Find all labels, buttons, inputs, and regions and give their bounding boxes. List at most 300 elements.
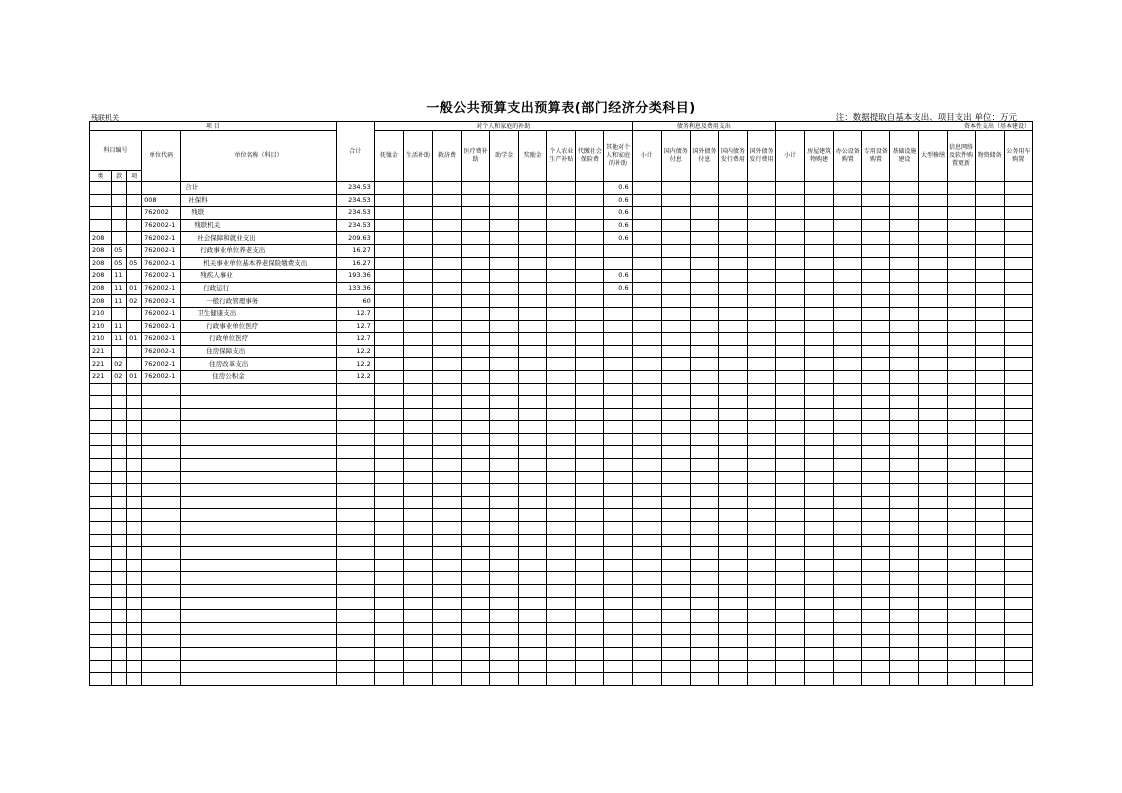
cell-empty [462, 383, 490, 396]
cell-empty [805, 282, 834, 295]
cell-empty [661, 534, 690, 547]
cell-other-subsidy [604, 421, 632, 434]
cell-lei [90, 446, 112, 459]
cell-empty [834, 194, 862, 207]
cell-empty [919, 610, 947, 623]
header-col: 国外债务付息 [690, 131, 718, 182]
cell-empty [919, 635, 947, 648]
cell-empty [919, 396, 947, 409]
cell-empty [975, 421, 1004, 434]
cell-empty [576, 585, 604, 598]
cell-empty [632, 307, 661, 320]
cell-empty [490, 345, 519, 358]
cell-empty [890, 194, 919, 207]
header-col: 抚恤金 [374, 131, 403, 182]
cell-empty [718, 522, 747, 535]
cell-empty [1004, 597, 1032, 610]
cell-empty [690, 333, 718, 346]
cell-empty [947, 244, 975, 257]
cell-xiang [127, 270, 142, 283]
cell-empty [374, 572, 403, 585]
header-subject-code: 科目编号 [90, 131, 142, 171]
cell-xiang [127, 597, 142, 610]
cell-empty [862, 257, 890, 270]
cell-empty [1004, 207, 1032, 220]
cell-empty [919, 496, 947, 509]
cell-empty [403, 408, 432, 421]
cell-empty [975, 496, 1004, 509]
cell-empty [834, 421, 862, 434]
cell-other-subsidy: 0.6 [604, 232, 632, 245]
cell-unit-name [181, 471, 336, 484]
cell-empty [776, 194, 805, 207]
cell-empty [747, 182, 775, 195]
cell-empty [403, 622, 432, 635]
cell-empty [490, 383, 519, 396]
cell-empty [374, 610, 403, 623]
cell-empty [975, 307, 1004, 320]
cell-empty [890, 522, 919, 535]
cell-kuan [112, 421, 127, 434]
cell-lei [90, 207, 112, 220]
cell-empty [718, 484, 747, 497]
header-col: 国内债务付息 [661, 131, 690, 182]
cell-empty [519, 383, 547, 396]
cell-empty [490, 471, 519, 484]
cell-kuan [112, 597, 127, 610]
cell-empty [632, 421, 661, 434]
cell-empty [862, 534, 890, 547]
cell-empty [890, 207, 919, 220]
cell-empty [718, 585, 747, 598]
cell-xiang [127, 383, 142, 396]
cell-empty [747, 320, 775, 333]
cell-total: 234.53 [336, 207, 374, 220]
cell-total: 12.7 [336, 333, 374, 346]
cell-empty [490, 433, 519, 446]
cell-xiang [127, 219, 142, 232]
cell-unit-code [142, 182, 181, 195]
cell-kuan: 11 [112, 282, 127, 295]
cell-empty [403, 282, 432, 295]
cell-empty [547, 496, 576, 509]
cell-empty [862, 484, 890, 497]
cell-empty [403, 522, 432, 535]
cell-empty [1004, 673, 1032, 686]
cell-empty [432, 295, 461, 308]
cell-empty [834, 345, 862, 358]
cell-other-subsidy [604, 572, 632, 585]
cell-empty [776, 597, 805, 610]
cell-empty [403, 597, 432, 610]
cell-empty [718, 320, 747, 333]
cell-empty [776, 496, 805, 509]
cell-empty [776, 370, 805, 383]
cell-empty [403, 295, 432, 308]
cell-empty [490, 534, 519, 547]
cell-lei [90, 219, 112, 232]
cell-empty [805, 673, 834, 686]
cell-empty [1004, 232, 1032, 245]
cell-empty [805, 471, 834, 484]
cell-other-subsidy [604, 408, 632, 421]
cell-empty [718, 635, 747, 648]
cell-lei: 208 [90, 282, 112, 295]
cell-empty [547, 547, 576, 560]
cell-empty [519, 270, 547, 283]
cell-empty [862, 370, 890, 383]
cell-empty [862, 597, 890, 610]
cell-empty [919, 219, 947, 232]
cell-empty [432, 408, 461, 421]
cell-empty [432, 333, 461, 346]
cell-empty [690, 282, 718, 295]
cell-empty [975, 383, 1004, 396]
cell-empty [661, 219, 690, 232]
cell-xiang [127, 585, 142, 598]
cell-lei [90, 396, 112, 409]
cell-empty [776, 421, 805, 434]
cell-total [336, 484, 374, 497]
cell-empty [718, 295, 747, 308]
cell-xiang [127, 673, 142, 686]
cell-empty [834, 484, 862, 497]
cell-xiang [127, 484, 142, 497]
cell-unit-name [181, 459, 336, 472]
cell-xiang [127, 182, 142, 195]
cell-empty [1004, 396, 1032, 409]
cell-empty [1004, 547, 1032, 560]
cell-xiang: 05 [127, 257, 142, 270]
cell-empty [975, 635, 1004, 648]
cell-empty [661, 333, 690, 346]
header-col: 国内债务发行费用 [718, 131, 747, 182]
cell-empty [462, 635, 490, 648]
cell-empty [547, 647, 576, 660]
cell-empty [862, 660, 890, 673]
cell-empty [374, 622, 403, 635]
cell-empty [890, 635, 919, 648]
cell-empty [462, 509, 490, 522]
cell-empty [718, 673, 747, 686]
cell-empty [374, 207, 403, 220]
cell-empty [947, 307, 975, 320]
cell-kuan [112, 509, 127, 522]
cell-empty [632, 597, 661, 610]
cell-empty [919, 244, 947, 257]
cell-empty [975, 182, 1004, 195]
cell-empty [890, 219, 919, 232]
cell-empty [462, 244, 490, 257]
cell-total [336, 396, 374, 409]
cell-empty [519, 244, 547, 257]
cell-empty [947, 522, 975, 535]
table-row [90, 484, 1033, 497]
cell-xiang [127, 496, 142, 509]
cell-empty [1004, 320, 1032, 333]
cell-unit-code [142, 496, 181, 509]
cell-empty [690, 320, 718, 333]
cell-total: 16.27 [336, 257, 374, 270]
group-debt: 债务利息及费用支出 [632, 122, 775, 131]
cell-empty [547, 446, 576, 459]
cell-empty [805, 408, 834, 421]
cell-empty [1004, 219, 1032, 232]
cell-total [336, 433, 374, 446]
cell-empty [919, 257, 947, 270]
cell-empty [374, 433, 403, 446]
cell-empty [747, 307, 775, 320]
cell-empty [890, 597, 919, 610]
cell-empty [890, 572, 919, 585]
cell-empty [1004, 383, 1032, 396]
cell-empty [718, 547, 747, 560]
cell-other-subsidy [604, 647, 632, 660]
cell-empty [862, 219, 890, 232]
cell-empty [576, 270, 604, 283]
cell-empty [519, 673, 547, 686]
cell-empty [975, 547, 1004, 560]
cell-empty [432, 244, 461, 257]
cell-lei [90, 194, 112, 207]
cell-xiang [127, 622, 142, 635]
cell-kuan [112, 547, 127, 560]
cell-unit-code [142, 547, 181, 560]
cell-empty [975, 345, 1004, 358]
cell-empty [403, 270, 432, 283]
cell-empty [432, 320, 461, 333]
cell-empty [432, 647, 461, 660]
cell-empty [547, 610, 576, 623]
cell-empty [947, 559, 975, 572]
cell-total [336, 597, 374, 610]
cell-other-subsidy: 0.6 [604, 194, 632, 207]
header-col: 小计 [776, 131, 805, 182]
cell-empty [890, 622, 919, 635]
cell-unit-code [142, 635, 181, 648]
cell-empty [805, 307, 834, 320]
cell-empty [718, 446, 747, 459]
cell-empty [519, 182, 547, 195]
cell-empty [374, 270, 403, 283]
cell-empty [462, 182, 490, 195]
cell-empty [718, 207, 747, 220]
cell-empty [661, 345, 690, 358]
cell-unit-name: 社会保障和就业支出 [181, 232, 336, 245]
cell-empty [490, 396, 519, 409]
cell-empty [661, 244, 690, 257]
cell-empty [834, 358, 862, 371]
cell-empty [547, 219, 576, 232]
cell-empty [403, 257, 432, 270]
cell-empty [834, 471, 862, 484]
cell-empty [576, 496, 604, 509]
cell-empty [975, 647, 1004, 660]
cell-kuan [112, 496, 127, 509]
cell-unit-code [142, 673, 181, 686]
cell-empty [661, 194, 690, 207]
cell-empty [632, 585, 661, 598]
cell-kuan [112, 396, 127, 409]
cell-total: 234.53 [336, 194, 374, 207]
cell-empty [747, 547, 775, 560]
cell-empty [805, 522, 834, 535]
cell-empty [576, 333, 604, 346]
cell-empty [432, 585, 461, 598]
cell-empty [632, 207, 661, 220]
cell-empty [462, 585, 490, 598]
cell-empty [947, 182, 975, 195]
cell-empty [834, 534, 862, 547]
cell-empty [690, 383, 718, 396]
cell-empty [834, 660, 862, 673]
cell-empty [776, 471, 805, 484]
cell-empty [690, 307, 718, 320]
cell-kuan [112, 471, 127, 484]
cell-unit-code [142, 459, 181, 472]
cell-empty [947, 207, 975, 220]
cell-empty [834, 585, 862, 598]
cell-empty [776, 433, 805, 446]
cell-empty [547, 559, 576, 572]
cell-empty [890, 585, 919, 598]
cell-empty [975, 244, 1004, 257]
table-row [90, 572, 1033, 585]
cell-other-subsidy [604, 585, 632, 598]
cell-empty [975, 333, 1004, 346]
cell-empty [947, 408, 975, 421]
cell-empty [490, 270, 519, 283]
cell-empty [805, 358, 834, 371]
cell-lei: 221 [90, 358, 112, 371]
cell-empty [632, 622, 661, 635]
cell-empty [547, 622, 576, 635]
cell-empty [519, 509, 547, 522]
cell-empty [862, 244, 890, 257]
cell-empty [576, 572, 604, 585]
cell-empty [890, 345, 919, 358]
cell-empty [690, 232, 718, 245]
cell-empty [519, 219, 547, 232]
cell-empty [975, 471, 1004, 484]
cell-unit-code: 762002-1 [142, 282, 181, 295]
table-row [90, 207, 1033, 220]
cell-empty [718, 182, 747, 195]
cell-empty [690, 509, 718, 522]
cell-empty [805, 660, 834, 673]
cell-empty [975, 610, 1004, 623]
cell-empty [374, 194, 403, 207]
cell-empty [519, 597, 547, 610]
cell-unit-name [181, 572, 336, 585]
cell-unit-code: 762002 [142, 207, 181, 220]
cell-empty [403, 219, 432, 232]
cell-empty [747, 358, 775, 371]
cell-empty [403, 610, 432, 623]
cell-xiang [127, 320, 142, 333]
cell-xiang [127, 471, 142, 484]
cell-empty [661, 320, 690, 333]
cell-empty [947, 673, 975, 686]
cell-empty [776, 509, 805, 522]
cell-empty [490, 559, 519, 572]
cell-empty [862, 270, 890, 283]
cell-empty [519, 333, 547, 346]
cell-total: 234.53 [336, 182, 374, 195]
cell-empty [374, 471, 403, 484]
cell-empty [890, 459, 919, 472]
cell-empty [547, 585, 576, 598]
cell-empty [805, 370, 834, 383]
cell-empty [1004, 446, 1032, 459]
cell-empty [519, 522, 547, 535]
cell-kuan: 05 [112, 257, 127, 270]
cell-lei [90, 597, 112, 610]
cell-empty [834, 383, 862, 396]
cell-empty [432, 572, 461, 585]
cell-xiang [127, 207, 142, 220]
table-row [90, 547, 1033, 560]
cell-empty [547, 673, 576, 686]
cell-empty [919, 647, 947, 660]
cell-unit-code: 008 [142, 194, 181, 207]
cell-empty [432, 207, 461, 220]
cell-empty [919, 484, 947, 497]
cell-empty [519, 370, 547, 383]
cell-lei [90, 534, 112, 547]
cell-other-subsidy [604, 433, 632, 446]
cell-unit-name [181, 647, 336, 660]
cell-xiang [127, 660, 142, 673]
cell-kuan [112, 522, 127, 535]
cell-other-subsidy [604, 509, 632, 522]
cell-unit-code: 762002-1 [142, 244, 181, 257]
cell-empty [519, 459, 547, 472]
cell-empty [1004, 610, 1032, 623]
cell-empty [975, 459, 1004, 472]
cell-empty [862, 320, 890, 333]
cell-empty [747, 270, 775, 283]
cell-total [336, 421, 374, 434]
cell-empty [519, 307, 547, 320]
cell-empty [1004, 421, 1032, 434]
cell-empty [776, 295, 805, 308]
cell-empty [919, 433, 947, 446]
cell-empty [690, 496, 718, 509]
cell-empty [374, 333, 403, 346]
cell-xiang [127, 345, 142, 358]
cell-empty [490, 509, 519, 522]
cell-total [336, 446, 374, 459]
cell-empty [661, 358, 690, 371]
cell-empty [403, 484, 432, 497]
cell-empty [862, 408, 890, 421]
cell-unit-name [181, 484, 336, 497]
cell-empty [547, 282, 576, 295]
cell-empty [576, 433, 604, 446]
cell-empty [834, 446, 862, 459]
cell-empty [919, 383, 947, 396]
cell-unit-code: 762002-1 [142, 333, 181, 346]
cell-empty [947, 345, 975, 358]
cell-empty [490, 194, 519, 207]
cell-empty [919, 333, 947, 346]
cell-empty [519, 547, 547, 560]
table-row [90, 295, 1033, 308]
cell-empty [805, 345, 834, 358]
cell-empty [975, 358, 1004, 371]
cell-empty [718, 622, 747, 635]
